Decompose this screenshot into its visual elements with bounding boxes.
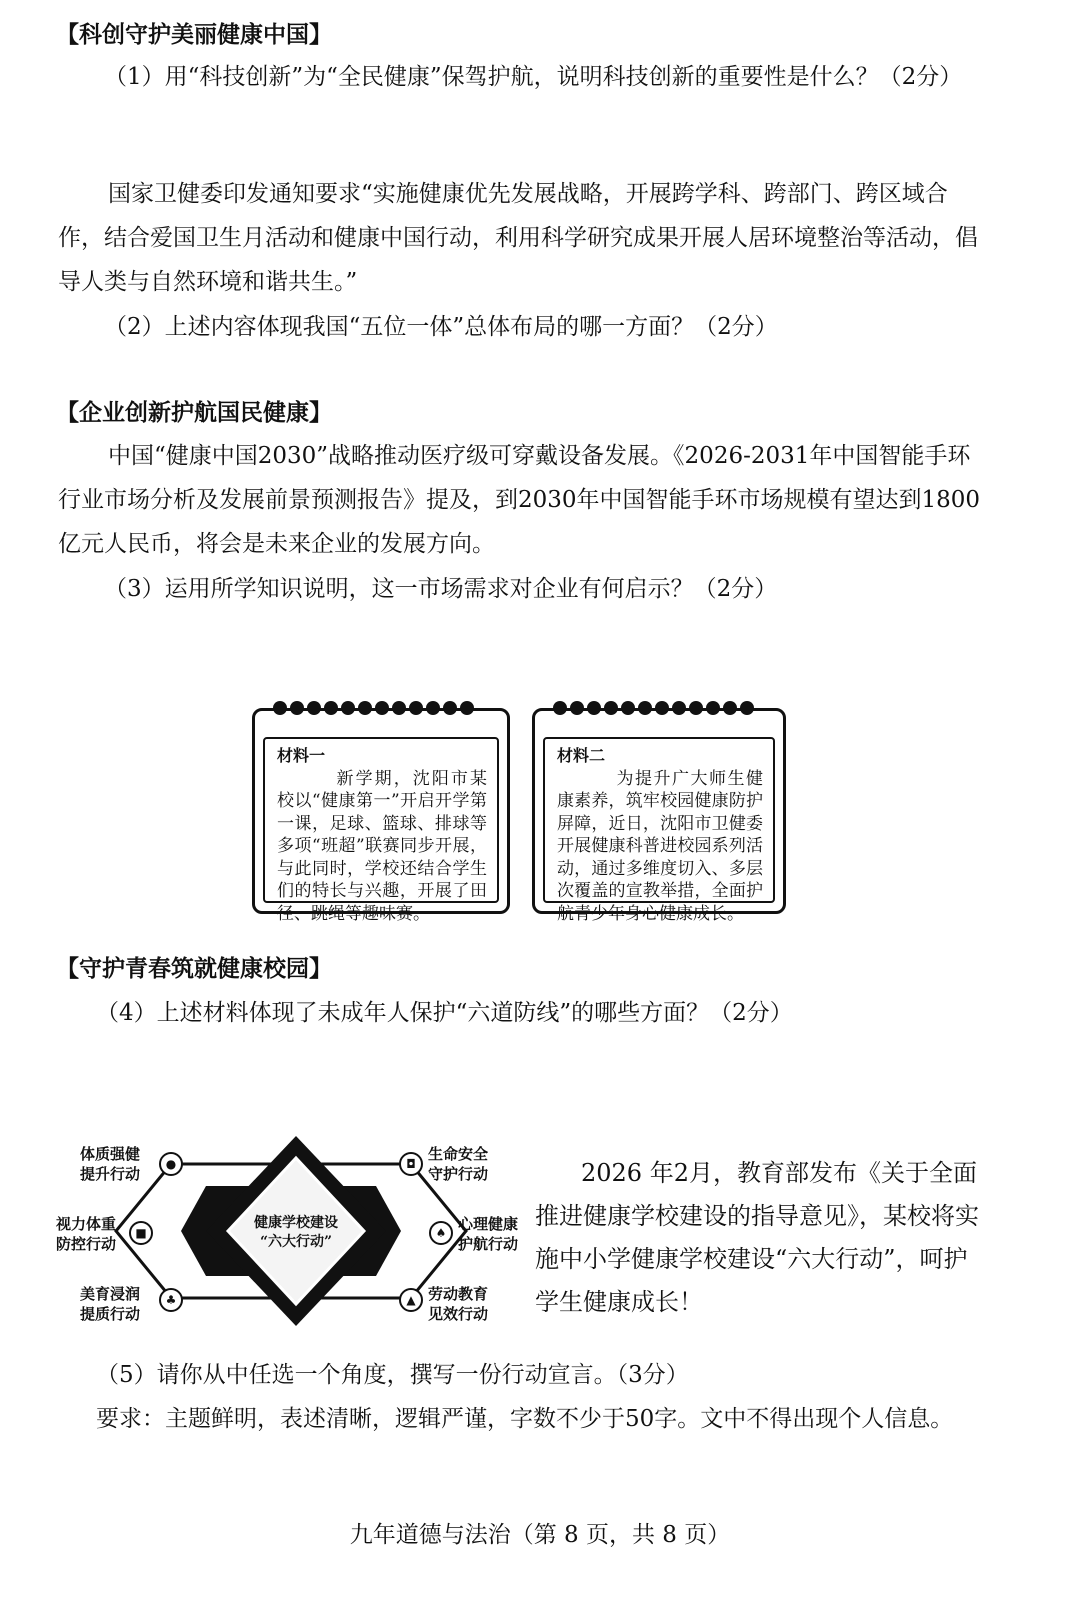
question-4: （4）上述材料体现了未成年人保护“六道防线”的哪些方面？（2分） [96,1000,793,1026]
six-actions-diagram [56,1136,526,1326]
question-5-requirement: 要求：主题鲜明，表述清晰，逻辑严谨，字数不少于50字。文中不得出现个人信息。 [96,1406,954,1432]
section-heading-tech: 【科创守护美丽健康中国】 [56,21,332,48]
node-label-line: 生命安全 [428,1145,489,1163]
node-label-line: 提质行动 [80,1305,141,1323]
notebook-rings [273,701,474,715]
node-labor-education [428,1284,488,1324]
eye-icon: ■ [129,1221,153,1245]
material-text: 为提升广大师生健康素养，筑牢校园健康防护屏障，近日，沈阳市卫健委开展健康科普进校园系列活动，通过多维度切入、多层次覆盖的宣教举措，全面护航青少年身心健康成长。 [557,768,763,924]
material-title: 材料一 [277,746,326,765]
material-card-body [543,737,775,924]
node-label-line: 心理健康 [458,1215,519,1233]
paragraph-smart-band: 中国“健康中国2030”战略推动医疗级可穿戴设备发展。《2026-2031年中国智能手环行业市场分析及发展前景预测报告》提及，到2030年中国智能手环市场规模有望达到1800亿元人民币，将会是未来企业的发展方向。 [58,443,981,557]
node-label-line: 提升行动 [80,1165,141,1183]
node-label-line: 见效行动 [428,1305,489,1323]
paragraph-health-commission: 国家卫健委印发通知要求“实施健康优先发展战略，开展跨学科、跨部门、跨区域合作，结合爱国卫生月活动和健康中国行动，利用科学研究成果开展人居环境整治等活动，倡导人类与自然环境和谐共生。” [58,181,978,295]
shield-icon: ◘ [399,1152,423,1176]
node-mental-health [458,1214,518,1254]
node-label-line: 防控行动 [56,1235,117,1253]
node-label-line: 护航行动 [458,1235,519,1253]
material-card-body [263,737,499,924]
question-2: （2）上述内容体现我国“五位一体”总体布局的哪一方面？（2分） [104,314,778,340]
material-card-2 [532,708,786,924]
question-3: （3）运用所学知识说明，这一市场需求对企业有何启示？（2分） [104,576,778,602]
node-label-line: 美育浸润 [80,1285,141,1303]
material-text: 新学期，沈阳市某校以“健康第一”开启开学第一课，足球、篮球、排球等多项“班超”联赛同步开展，与此同时，学校还结合学生们的特长与兴趣，开展了田径、跳绳等趣味赛。 [277,768,487,924]
node-life-safety [428,1144,488,1184]
heart-icon: ♠ [429,1221,453,1245]
node-vision-weight [56,1214,116,1254]
node-fitness [80,1144,140,1184]
center-line-2: “六大行动” [259,1234,333,1250]
diagram-center-label [246,1214,346,1252]
runner-icon: ● [159,1152,183,1176]
tool-icon: ▲ [399,1288,423,1312]
node-aesthetic [80,1284,140,1324]
palette-icon: ♣ [159,1288,183,1312]
ministry-notice-text: 2026 年2月，教育部发布《关于全面推进健康学校建设的指导意见》，某校将实施中小学健康学校建设“六大行动”，呵护学生健康成长！ [535,1159,979,1316]
node-label-line: 劳动教育 [428,1285,489,1303]
page-footer: 九年道德与法治（第 8 页，共 8 页） [349,1522,731,1548]
node-label-line: 守护行动 [428,1165,489,1183]
question-1: （1）用“科技创新”为“全民健康”保驾护航，说明科技创新的重要性是什么？（2分） [104,64,963,90]
question-5: （5）请你从中任选一个角度，撰写一份行动宣言。（3分） [96,1362,689,1388]
material-card-1 [252,708,510,924]
center-line-1: 健康学校建设 [254,1215,338,1231]
section-heading-campus: 【守护青春筑就健康校园】 [56,955,332,982]
node-label-line: 视力体重 [56,1215,117,1233]
node-label-line: 体质强健 [80,1145,141,1163]
material-title: 材料二 [557,746,606,765]
section-heading-enterprise: 【企业创新护航国民健康】 [56,399,332,426]
notebook-rings [553,701,754,715]
